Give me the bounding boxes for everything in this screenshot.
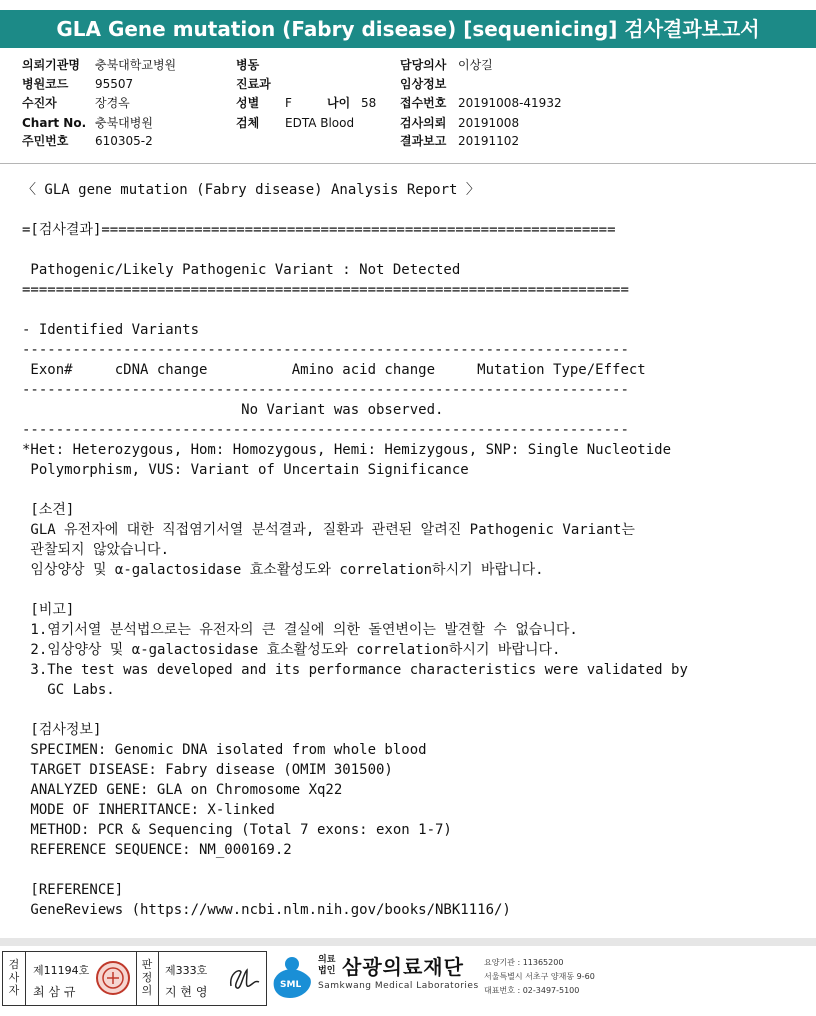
header-row-3	[0, 94, 816, 112]
report-line: [소견]	[22, 502, 75, 518]
foundation-prefix-bottom: 법인	[318, 966, 336, 976]
examiner-seal-icon	[95, 960, 131, 996]
chart-no-label: Chart No.	[22, 116, 87, 130]
report-line: Exon# cDNA change Amino acid change Mutation Type/Effect	[22, 362, 646, 378]
contact-line: 대표번호 : 02-3497-5100	[484, 986, 580, 995]
report-line: [REFERENCE]	[22, 882, 124, 898]
header-row-2	[0, 75, 816, 93]
examiner-name: 최 삼 규	[33, 985, 76, 999]
report-line	[22, 580, 802, 600]
reviewer-label-text: 판정의	[141, 958, 153, 997]
report-line: ========================================================================	[22, 282, 629, 298]
report-line	[22, 240, 802, 260]
report-line	[22, 480, 802, 500]
request-date-label: 검사의뢰	[400, 116, 447, 130]
report-line	[22, 700, 802, 720]
report-line: 관찰되지 않았습니다.	[22, 542, 170, 558]
reviewer-label	[137, 958, 157, 1011]
specimen-label: 검체	[236, 116, 260, 130]
report-line: 2.임상양상 및 α-galactosidase 효소활성도와 correlation하시기 바랍니다.	[22, 642, 561, 658]
header-divider	[0, 163, 816, 164]
hospital-code-value: 95507	[95, 77, 134, 91]
sig-divider	[25, 952, 26, 1005]
sex-value: F	[285, 96, 292, 110]
report-line: 1.염기서열 분석법으로는 유전자의 큰 결실에 의한 돌연변이는 발견할 수 없습니다.	[22, 622, 578, 638]
request-date-value: 20191008	[458, 116, 520, 130]
reviewer-license: 제333호	[165, 964, 208, 977]
report-line: MODE OF INHERITANCE: X-linked	[22, 802, 275, 818]
report-line: ------------------------------------------------------------------------	[22, 342, 629, 358]
institution-value: 충북대학교병원	[95, 58, 177, 72]
report-title: GLA Gene mutation (Fabry disease) [sequenicing] 검사결과보고서	[0, 10, 816, 48]
receipt-no-value: 20191008-41932	[458, 96, 562, 110]
report-line: TARGET DISEASE: Fabry disease (OMIM 301500)	[22, 762, 393, 778]
report-line: SPECIMEN: Genomic DNA isolated from whole blood	[22, 742, 427, 758]
foundation-name: 삼광의료재단	[342, 955, 464, 979]
report-line: - Identified Variants	[22, 322, 200, 338]
doctor-label: 담당의사	[400, 58, 447, 72]
report-line: =[검사결과]=============================================================	[22, 222, 616, 238]
chart-no-value: 충북대병원	[95, 116, 153, 130]
hospital-code-label: 병원코드	[22, 77, 69, 91]
reviewer-signature-icon	[225, 960, 263, 996]
report-date-value: 20191102	[458, 134, 520, 148]
doctor-value: 이상길	[458, 58, 493, 72]
report-line: No Variant was observed.	[22, 402, 444, 418]
examiner-label-text: 검사자	[8, 958, 20, 997]
report-line: [비고]	[22, 602, 75, 618]
report-line: 3.The test was developed and its performance characteristics were validated by	[22, 662, 688, 678]
header-row-4	[0, 114, 816, 132]
examiner-label	[4, 958, 24, 1011]
report-line: GLA 유전자에 대한 직접염기서열 분석결과, 질환과 관련된 알려진 Pathogenic Variant는	[22, 522, 635, 538]
report-line	[22, 300, 802, 320]
clinical-info-label: 임상정보	[400, 77, 447, 91]
report-line: [검사정보]	[22, 722, 102, 738]
examiner-license: 제11194호	[33, 964, 90, 977]
contact-line: 서울특별시 서초구 양재동 9-60	[484, 972, 595, 981]
report-date-label: 결과보고	[400, 134, 447, 148]
report-line: METHOD: PCR & Sequencing (Total 7 exons: exon 1-7)	[22, 822, 452, 838]
sex-label: 성별	[236, 96, 260, 110]
header-row-5	[0, 132, 816, 150]
receipt-no-label: 접수번호	[400, 96, 447, 110]
header-row-1	[0, 56, 816, 74]
institution-label: 의뢰기관명	[22, 58, 80, 72]
sig-divider	[158, 952, 159, 1005]
report-line: ANALYZED GENE: GLA on Chromosome Xq22	[22, 782, 343, 798]
signature-box	[2, 951, 267, 1006]
ward-label: 병동	[236, 58, 260, 72]
age-label: 나이	[327, 96, 351, 110]
foundation-english: Samkwang Medical Laboratories	[318, 981, 479, 991]
patient-value: 장경옥	[95, 96, 130, 110]
report-line: ------------------------------------------------------------------------	[22, 382, 629, 398]
report-line	[22, 860, 802, 880]
foundation-prefix-top: 의료	[318, 955, 336, 965]
specimen-value: EDTA Blood	[285, 116, 355, 130]
report-line: REFERENCE SEQUENCE: NM_000169.2	[22, 842, 292, 858]
reviewer-name: 지 현 영	[165, 985, 208, 999]
resident-no-label: 주민번호	[22, 134, 69, 148]
report-line: *Het: Heterozygous, Hom: Homozygous, Hemi: Hemizygous, SNP: Single Nucleotide	[22, 442, 672, 458]
report-line: GC Labs.	[22, 682, 115, 698]
report-line	[22, 200, 802, 220]
age-value: 58	[361, 96, 377, 110]
report-line: 임상양상 및 α-galactosidase 효소활성도와 correlation하시기 바랍니다.	[22, 562, 544, 578]
sml-logo-text: SML	[280, 980, 302, 990]
footer-divider	[0, 938, 816, 946]
report-body	[22, 180, 802, 920]
contact-line: 요양기관 : 11365200	[484, 958, 564, 967]
report-line: 〈 GLA gene mutation (Fabry disease) Analysis Report 〉	[22, 182, 480, 198]
report-line: GeneReviews (https://www.ncbi.nlm.nih.gov/books/NBK1116/)	[22, 902, 511, 918]
report-line: Polymorphism, VUS: Variant of Uncertain Significance	[22, 462, 469, 478]
patient-label: 수진자	[22, 96, 57, 110]
report-line: Pathogenic/Likely Pathogenic Variant : Not Detected	[22, 262, 461, 278]
sml-logo	[270, 952, 320, 1002]
department-label: 진료과	[236, 77, 271, 91]
resident-no-value: 610305-2	[95, 134, 153, 148]
sml-logo-icon	[270, 952, 320, 1002]
report-line: ------------------------------------------------------------------------	[22, 422, 629, 438]
